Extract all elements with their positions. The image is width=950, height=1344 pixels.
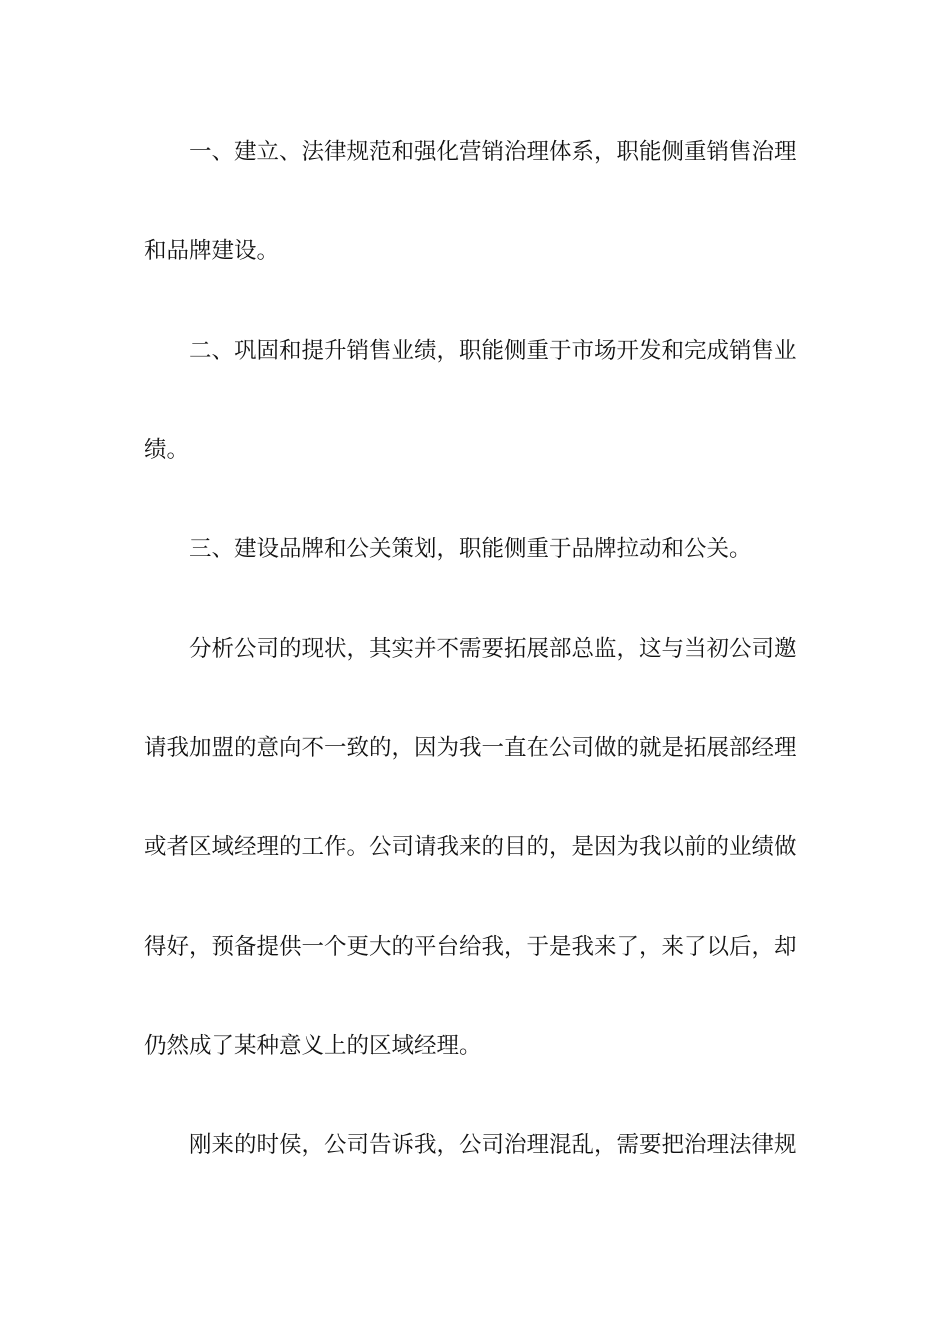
paragraph-4-line-1: 分析公司的现状，其实并不需要拓展部总监，这与当初公司邀 [189,636,797,662]
paragraph-2-line-2: 绩。 [144,437,190,463]
paragraph-4-line-3: 或者区域经理的工作。公司请我来的目的，是因为我以前的业绩做 [144,834,797,860]
paragraph-5-line-1: 刚来的时侯，公司告诉我，公司治理混乱，需要把治理法律规 [189,1132,797,1158]
paragraph-2-line-1: 二、巩固和提升销售业绩，职能侧重于市场开发和完成销售业 [189,338,797,364]
paragraph-4-line-5: 仍然成了某种意义上的区域经理。 [144,1033,482,1059]
paragraph-3-line-1: 三、建设品牌和公关策划，职能侧重于品牌拉动和公关。 [189,536,752,562]
paragraph-4-line-4: 得好，预备提供一个更大的平台给我，于是我来了，来了以后，却 [144,934,797,960]
paragraph-1-line-2: 和品牌建设。 [144,238,280,264]
paragraph-4-line-2: 请我加盟的意向不一致的，因为我一直在公司做的就是拓展部经理 [144,735,797,761]
paragraph-1-line-1: 一、建立、法律规范和强化营销治理体系，职能侧重销售治理 [189,139,797,165]
